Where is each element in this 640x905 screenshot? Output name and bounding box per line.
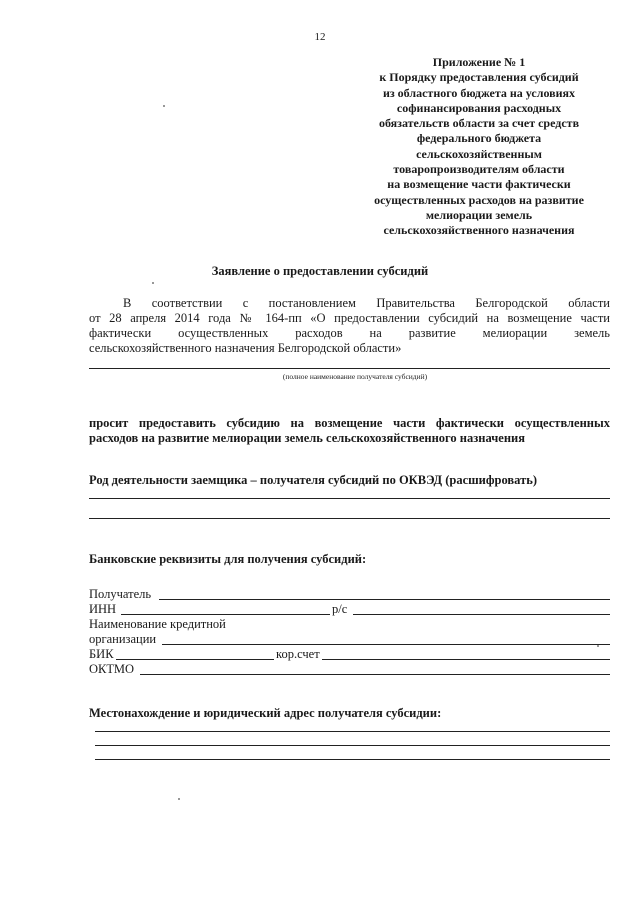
credit-org-label-cont: организации (89, 632, 157, 646)
intro-line: В соответствии с постановлением Правительства Белгородской области (123, 296, 610, 310)
activity-heading: Род деятельности заемщика – получателя субсидий по ОКВЭД (расшифровать) (89, 473, 538, 487)
intro-line: сельскохозяйственного назначения Белгородской области» (89, 341, 402, 355)
recipient-label: Получатель (89, 587, 152, 601)
recipient-name-line[interactable] (89, 368, 610, 369)
request-line: расходов на развитие мелиорации земель сельскохозяйственного назначения (89, 431, 525, 445)
address-line-1[interactable] (95, 731, 610, 732)
appendix-line: товаропроизводителям области (393, 162, 565, 177)
scan-speck (152, 282, 154, 284)
intro-paragraph (89, 296, 610, 356)
intro-line: фактически осуществленных расходов на развитие мелиорации земель (89, 326, 610, 340)
appendix-line: мелиорации земель (425, 207, 533, 222)
scan-speck (163, 105, 165, 107)
activity-line-2[interactable] (89, 518, 610, 519)
intro-line: от 28 апреля 2014 года № 164-пп «О предоставлении субсидий на возмещение части (89, 311, 610, 325)
corr-account-field-line[interactable] (322, 659, 610, 660)
corr-account-label: кор.счет (276, 647, 320, 661)
appendix-line: на возмещение части фактически (387, 177, 571, 192)
inn-field-line[interactable] (121, 614, 330, 615)
document-title: Заявление о предоставлении субсидий (211, 264, 429, 278)
credit-org-label: Наименование кредитной (89, 617, 226, 631)
appendix-line: федерального бюджета (416, 131, 542, 146)
bik-label: БИК (89, 647, 114, 661)
recipient-name-caption: (полное наименование получателя субсидий) (282, 372, 428, 381)
bik-field-line[interactable] (116, 659, 274, 660)
oktmo-field-line[interactable] (140, 674, 610, 675)
bank-details-heading: Банковские реквизиты для получения субсидий: (89, 552, 367, 566)
scan-speck (597, 645, 599, 647)
appendix-line: сельскохозяйственного назначения (383, 223, 575, 238)
activity-line-1[interactable] (89, 498, 610, 499)
account-label: р/с (332, 602, 348, 616)
appendix-line: осуществленных расходов на развитие (374, 192, 584, 207)
page-number: 12 (314, 31, 326, 43)
recipient-field-line[interactable] (159, 599, 610, 600)
scan-speck (178, 798, 180, 800)
appendix-line: обязательств области за счет средств (378, 116, 580, 131)
account-field-line[interactable] (353, 614, 610, 615)
request-line: просит предоставить субсидию на возмещение части фактически осуществленных (89, 416, 610, 430)
appendix-line: сельскохозяйственным (416, 146, 542, 161)
credit-org-field-line[interactable] (162, 644, 610, 645)
appendix-line: из областного бюджета на условиях (382, 85, 576, 100)
address-heading: Местонахождение и юридический адрес получателя субсидии: (89, 706, 442, 720)
inn-label: ИНН (89, 602, 117, 616)
address-line-3[interactable] (95, 759, 610, 760)
appendix-line: к Порядку предоставления субсидий (379, 70, 579, 85)
appendix-line: Приложение № 1 (432, 55, 526, 69)
address-line-2[interactable] (95, 745, 610, 746)
request-paragraph (89, 416, 610, 446)
appendix-line: софинансирования расходных (396, 100, 562, 115)
appendix-header (349, 55, 609, 239)
oktmo-label: ОКТМО (89, 662, 134, 676)
